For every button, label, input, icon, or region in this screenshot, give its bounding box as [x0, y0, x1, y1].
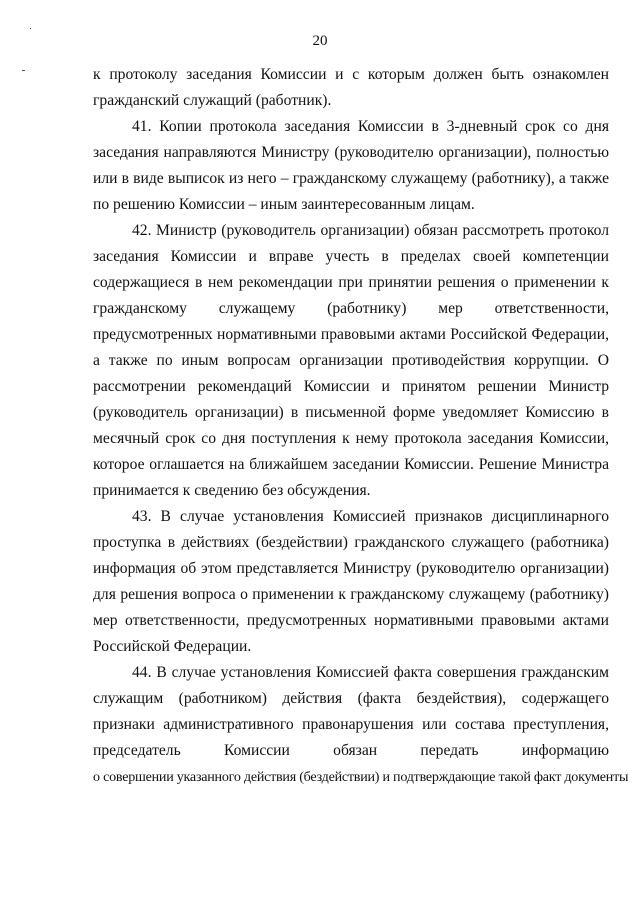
scan-speck [22, 70, 25, 71]
paragraph-42: 42. Министр (руководитель организации) обязан рассмотреть протокол заседания Комиссии и вправе учесть в пределах своей компетенции содержащиеся в нем рекомендации при принятии решения о применении к гражданскому служащему (работнику) мер ответственности, предусмотренных нормативными правовыми актами Российской Федерации, а также по иным вопросам организации противодействия коррупции. О рассмотрении рекомендаций Комиссии и принятом решении Министр (руководитель организации) в письменной форме уведомляет Комиссию в месячный срок со дня поступления к нему протокола заседания Комиссии, которое оглашается на ближайшем заседании Комиссии. Решение Министра принимается к сведению без обсуждения. [93, 222, 609, 499]
paragraph-44: 44. В случае установления Комиссией факта совершения гражданским служащим (работником) действия (факта бездействия), содержащего признаки административного правонарушения или состава преступления, председатель Комиссии обязан передать информацию [93, 664, 609, 759]
paragraph-44-last-line: о совершении указанного действия (бездействии) и подтверждающие такой факт документы [93, 769, 629, 785]
page-number: 20 [312, 33, 328, 49]
document-body [93, 62, 629, 790]
scan-speck [30, 28, 31, 29]
paragraph-41: 41. Копии протокола заседания Комиссии в 3-дневный срок со дня заседания направляются Министру (руководителю организации), полностью или в виде выписок из него – гражданскому служащему (работнику), а также по решению Комиссии – иным заинтересованным лицам. [93, 118, 609, 213]
paragraph-43: 43. В случае установления Комиссией признаков дисциплинарного проступка в действиях (бездействии) гражданского служащего (работника) информация об этом представляется Министру (руководителю организации) для решения вопроса о применении к гражданскому служащему (работнику) мер ответственности, предусмотренных нормативными правовыми актами Российской Федерации. [93, 508, 609, 655]
paragraph-continuation: к протоколу заседания Комиссии и с которым должен быть ознакомлен гражданский служащий (работник). [93, 66, 609, 109]
